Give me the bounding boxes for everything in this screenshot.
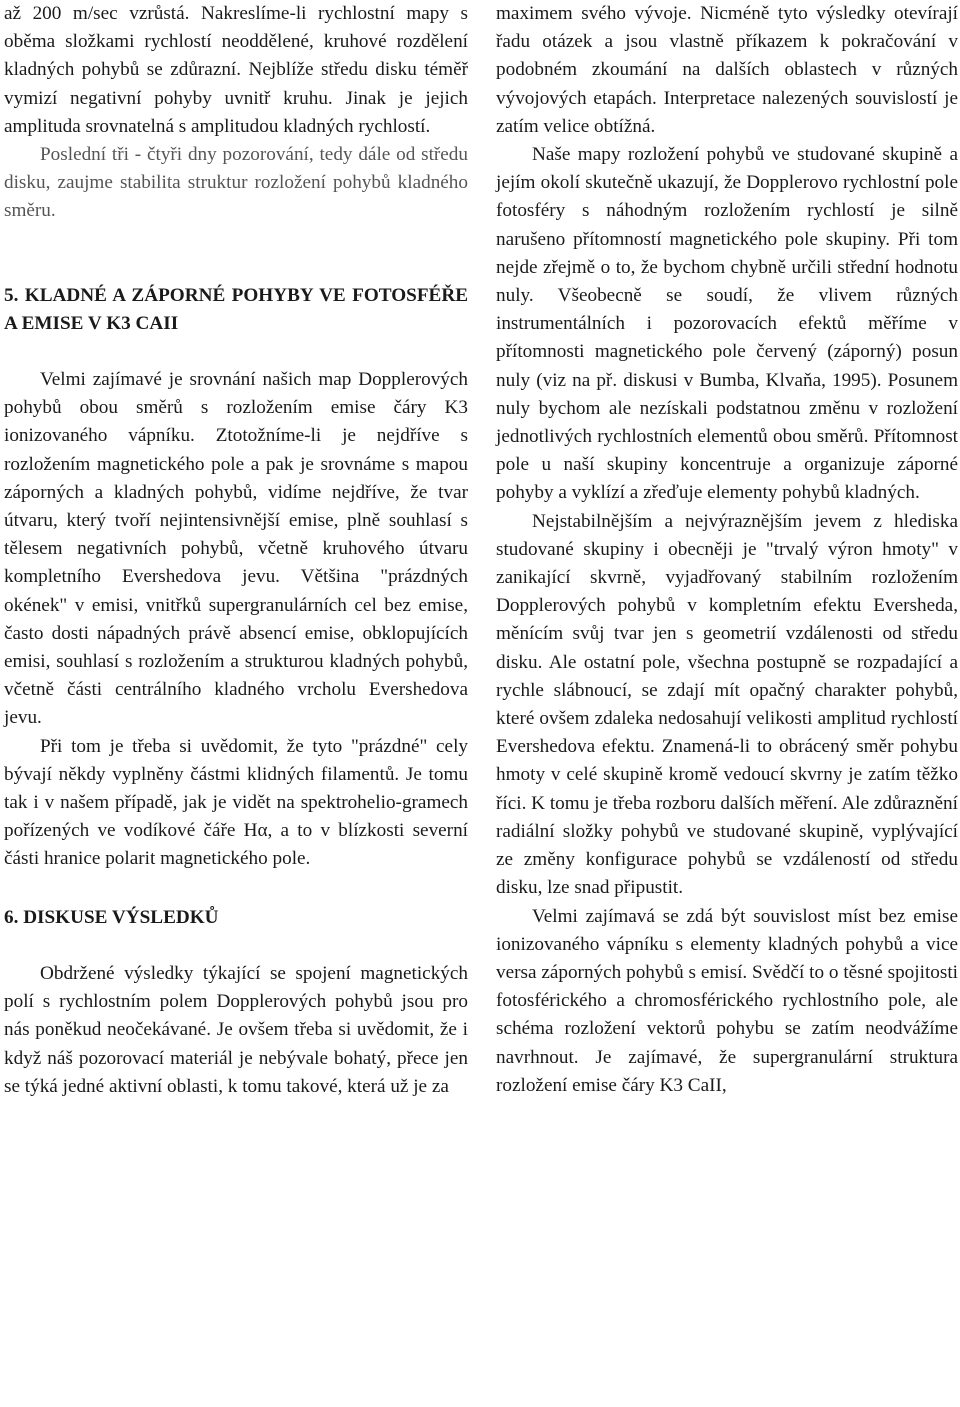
paragraph-empty-cells: Při tom je třeba si uvědomit, že tyto "prázdné" cely bývají někdy vyplněny částmi klidných filamentů. Je tomu tak i v našem případě, jak je vidět na spektrohelio-gramech pořízených ve vodíkové čáře Hα, a to v blízkosti severní části hranice polarit magnetického pole. bbox=[4, 735, 468, 870]
paragraph-emission-connection: Velmi zajímavá se zdá být souvislost míst bez emise ionizovaného vápníku s elementy kladných pohybů a vice versa záporných pohybů s emisí. Svědčí to o těsné spojitosti fotosférického a chromosférického rychlostního pole, ale schéma rozložení vektorů pohybu se zatím neodvážíme navrhnout. Je zajímavé, že supergranulární struktura rozložení emise čáry K3 CaII, bbox=[496, 905, 958, 1096]
spacer bbox=[4, 226, 468, 282]
spacer bbox=[4, 932, 468, 960]
section-heading-6: 6. DISKUSE VÝSLEDKŮ bbox=[4, 906, 219, 928]
spacer bbox=[4, 874, 468, 904]
spacer bbox=[4, 338, 468, 366]
paragraph-k3-comparison: Velmi zajímavé je srovnání našich map Dopplerových pohybů obou směrů s rozložením emise čáry K3 ionizovaného vápníku. Ztotožníme-li je nejdříve s rozložením magnetického pole a pak je srovnáme s mapou záporných a kladných pohybů, vidíme nejdříve, že tvar útvaru, který tvoří nejintensivnější emise, plně souhlasí s tělesem negativních pohybů, včetně kruhového útvaru kompletního Evershedova jevu. Většina "prázdných okének" v emisi, vnitřků supergranulárních cel bez emise, často dosti nápadných právě absencí emise, obklopujících emisi, souhlasí s rozložením a strukturou kladných pohybů, včetně části centrálního kladného vrcholu Evershedova jevu. bbox=[4, 369, 468, 729]
section-heading-5: 5. KLADNÉ A ZÁPORNÉ POHYBY VE FOTOSFÉŘE A EMISE V K3 CAII bbox=[4, 284, 468, 334]
paragraph-maps-distribution: Naše mapy rozložení pohybů ve studované skupině a jejím okolí skutečně ukazují, že Dopplerovo rychlostní pole fotosféry s náhodným rozložením rychlostí je silně narušeno přítomností magnetického pole skupiny. Při tom nejde zřejmě o to, že bychom chybně určili střední hodnotu nuly. Všeobecně se soudí, že vlivem různých instrumentálních i pozorovacích efektů měříme v přítomnosti magnetického pole červený (záporný) posun nuly (viz na př. diskusi v Bumba, Klvaňa, 1995). Posunem nuly bychom ale nezískali podstatnou změnu v rozložení jednotlivých rychlostních elementů obou směrů. Přítomnost pole u naší skupiny koncentruje a organizuje záporné pohyby a vyklízí a zřeďuje elementy pohybů kladných. bbox=[496, 144, 958, 504]
left-column bbox=[4, 0, 468, 1101]
paragraph-velocity-maps: až 200 m/sec vzrůstá. Nakreslíme-li rychlostní mapy s oběma složkami rychlostí neoddělené, kruhové rozdělení kladných pohybů se zdůrazní. Nejblíže středu disku téměř vymizí negativní pohyby uvnitř kruhu. Jinak je jejich amplituda srovnatelná s amplitudou kladných rychlostí. bbox=[4, 3, 468, 137]
paragraph-evershed-effect: Nejstabilnějším a nejvýraznějším jevem z hlediska studované skupiny i obecněji je "trvalý výron hmoty" v zanikající skvrně, vyjadřovaný stabilním rozložením Dopplerových pohybů v kompletním efektu Eversheda, měnícím svůj tvar jen s geometrií vzdálenosti od středu disku. Ale ostatní pole, všechna postupně se rozpadající a rychle slábnoucí, se zdají mít opačný charakter pohybů, které ovšem zdaleka nedosahují velikosti amplitud rychlostí Evershedova efektu. Znamená-li to obrácený směr pohybu hmoty v celé skupině kromě vedoucí skvrny je zatím těžko říci. K tomu je třeba rozboru dalších měření. Ale zdůraznění radiální složky pohybů ve studované skupině, vyplývající ze změny konfigurace pohybů se vzdáleností od středu disku, lze snad připustit. bbox=[496, 510, 958, 899]
paragraph-last-days: Poslední tři - čtyři dny pozorování, tedy dále od středu disku, zaujme stabilita struktur rozložení pohybů kladného směru. bbox=[4, 144, 468, 222]
paragraph-continuation: maximem svého vývoje. Nicméně tyto výsledky otevírají řadu otázek a jsou vlastně příkazem k pokračování v podobném zkoumání na dalších oblastech v různých vývojových etapách. Interpretace nalezených souvislostí je zatím velice obtížná. bbox=[496, 3, 958, 137]
right-column bbox=[496, 0, 958, 1100]
paragraph-discussion-intro: Obdržené výsledky týkající se spojení magnetických polí s rychlostním polem Dopplerových pohybů jsou pro nás poněkud neočekávané. Je ovšem třeba si uvědomit, že i když náš pozorovací materiál je nebývale bohatý, přece jen se týká jedné aktivní oblasti, k tomu takové, která už je za bbox=[4, 962, 468, 1097]
